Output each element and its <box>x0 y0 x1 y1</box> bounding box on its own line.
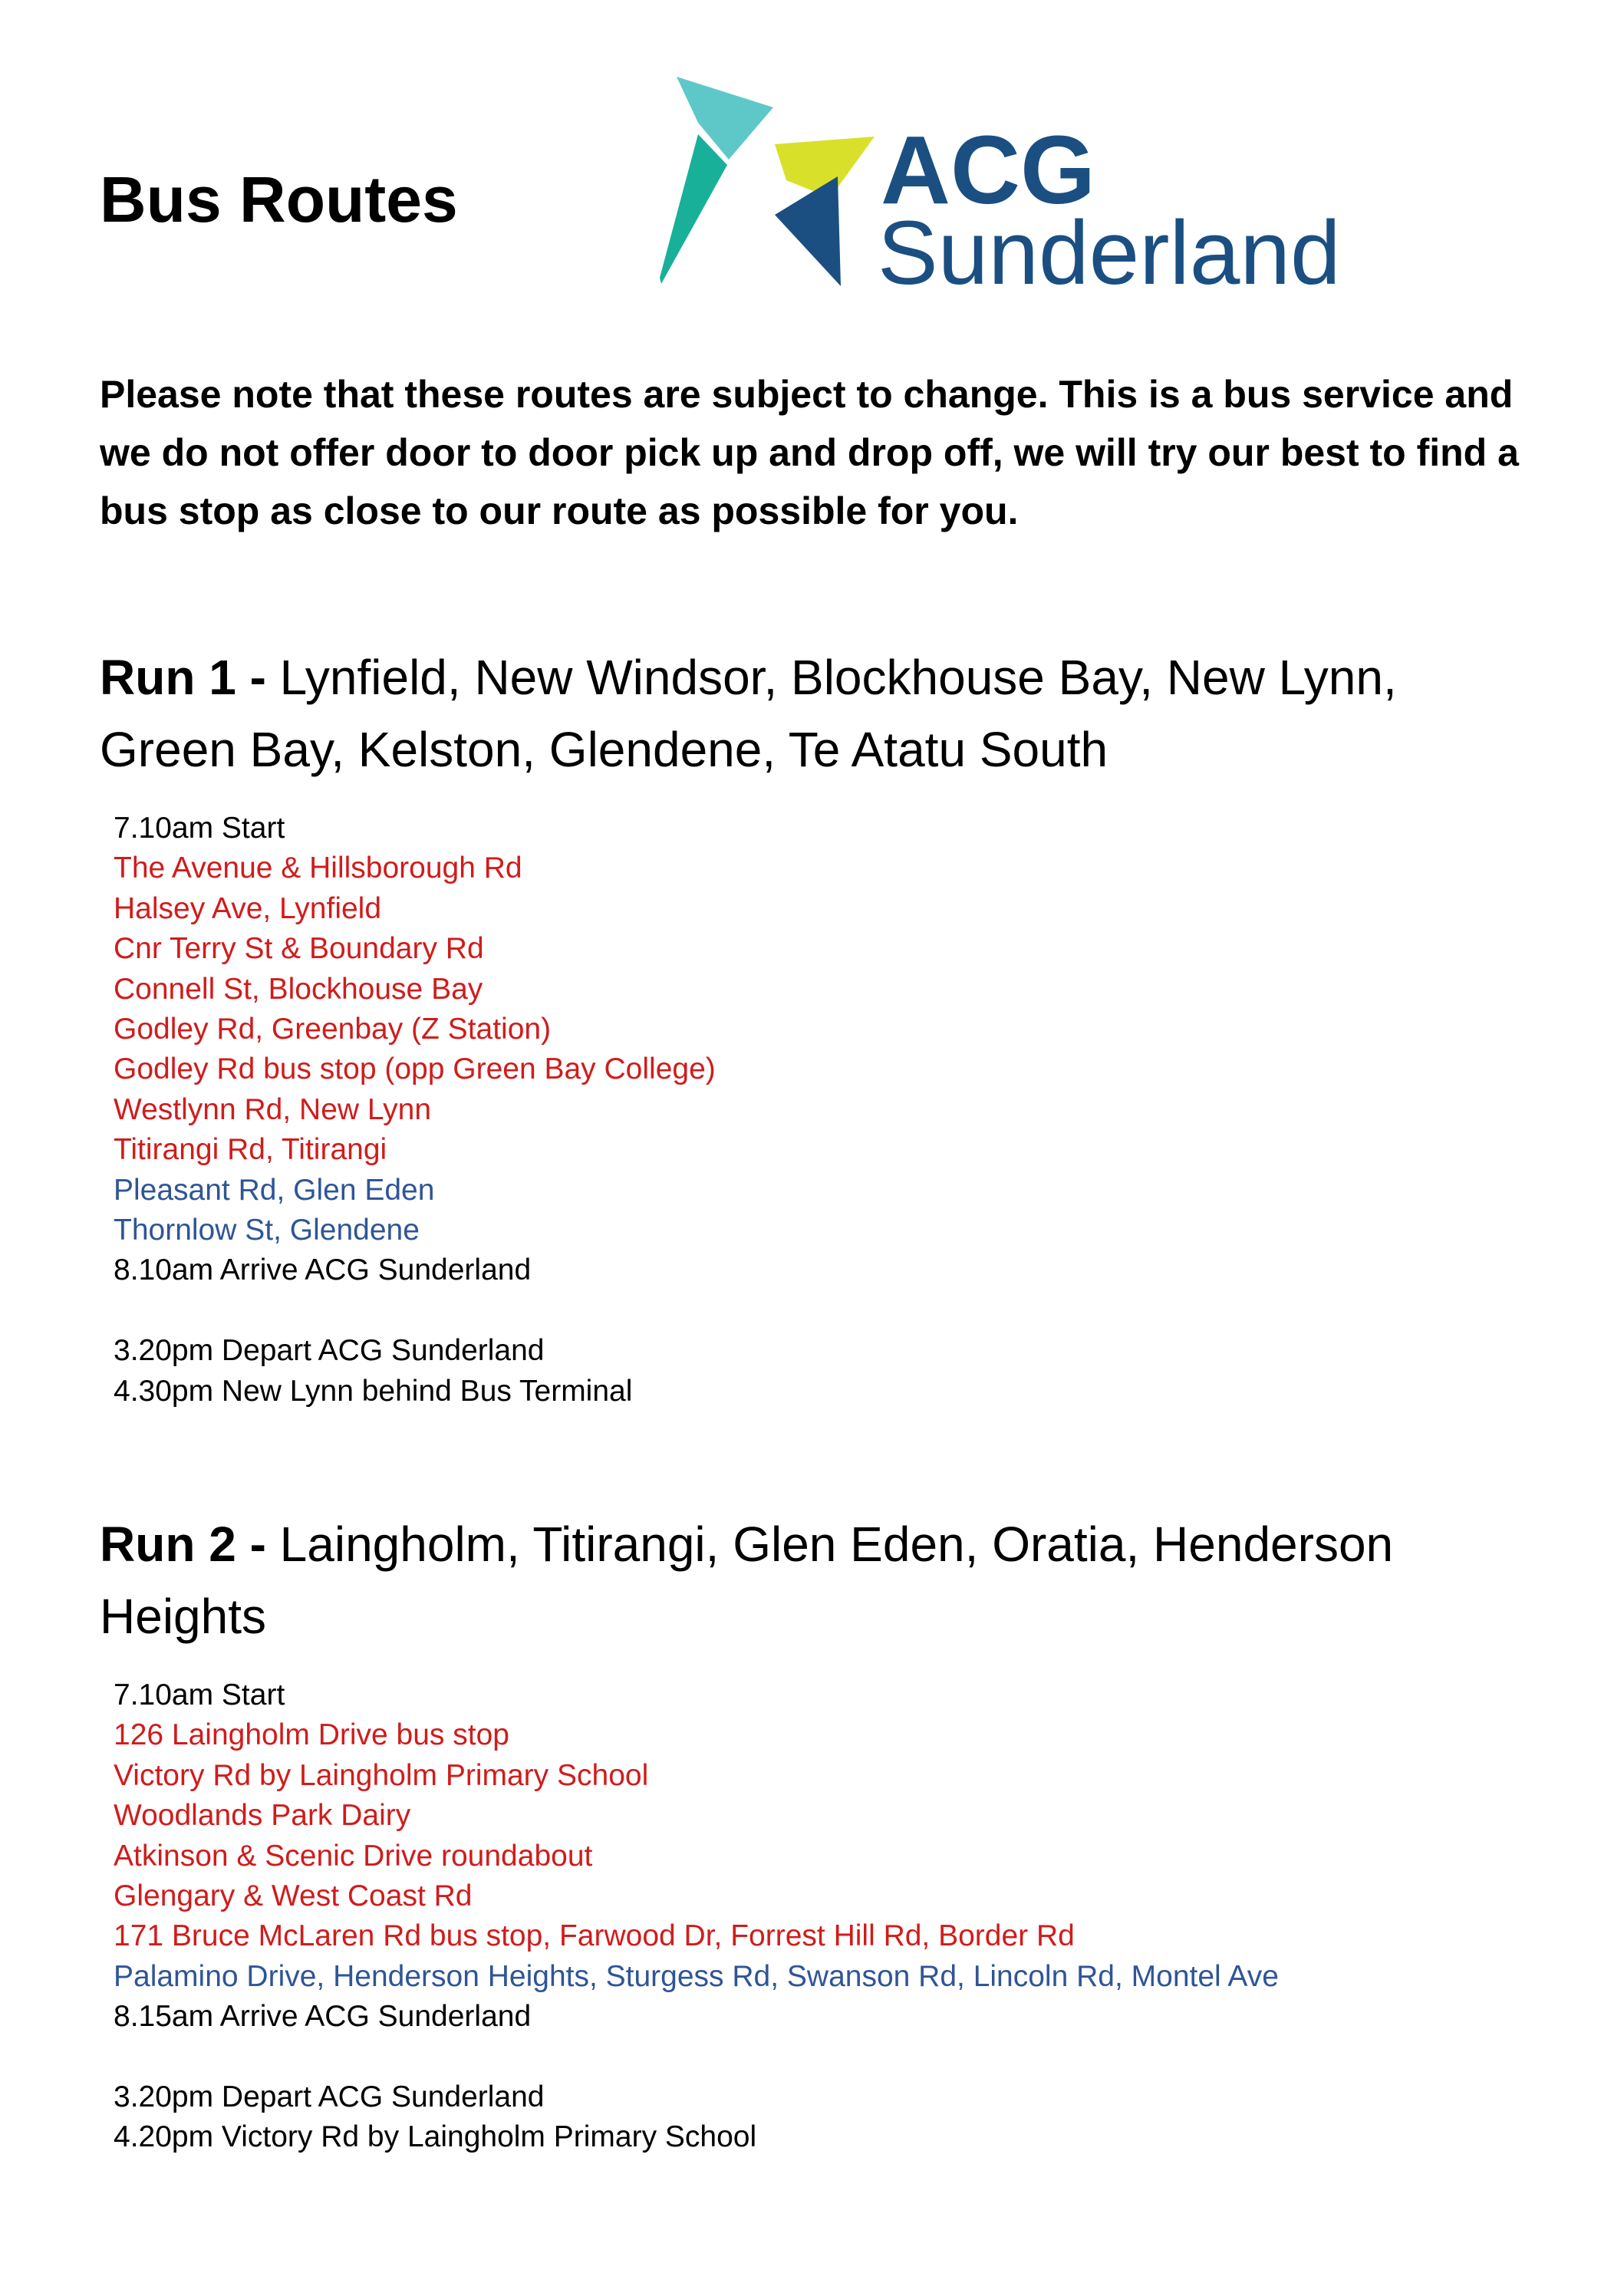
acg-sunderland-logo <box>660 77 1350 295</box>
stop-item: Atkinson & Scenic Drive roundabout <box>114 1839 593 1873</box>
stop-item: Titirangi Rd, Titirangi <box>114 1133 387 1167</box>
page-title: Bus Routes <box>100 163 458 236</box>
logo-shape-navy <box>775 176 841 286</box>
run-1-label: Run 1 - <box>100 650 280 705</box>
stop-item: 4.20pm Victory Rd by Laingholm Primary School <box>114 2120 757 2154</box>
stop-item: Godley Rd bus stop (opp Green Bay College) <box>114 1052 716 1086</box>
stop-item: 3.20pm Depart ACG Sunderland <box>114 2080 545 2114</box>
stop-item: 7.10am Start <box>114 1678 285 1711</box>
stop-item: Woodlands Park Dairy <box>114 1799 411 1833</box>
stop-item: Godley Rd, Greenbay (Z Station) <box>114 1013 552 1046</box>
stop-item: 126 Laingholm Drive bus stop <box>114 1718 509 1752</box>
stop-item: Pleasant Rd, Glen Eden <box>114 1173 435 1207</box>
run-2-heading <box>100 1508 1542 1652</box>
stop-item: Cnr Terry St & Boundary Rd <box>114 932 484 966</box>
run-2-stop-list <box>114 1675 1279 2158</box>
run-1-areas: Lynfield, New Windsor, Blockhouse Bay, New Lynn, Green Bay, Kelston, Glendene, Te Atatu South <box>100 650 1397 777</box>
list-spacer <box>114 2037 1279 2077</box>
logo-shape-green <box>660 134 727 284</box>
run-1-heading <box>100 641 1542 786</box>
stop-item: Glengary & West Coast Rd <box>114 1879 473 1913</box>
route-change-notice: Please note that these routes are subject to change. This is a bus service and we do not offer door to door pick up and drop off, we will try our best to find a bus stop as close to our route as possible for you. <box>100 373 1519 532</box>
stop-item: Thornlow St, Glendene <box>114 1214 420 1247</box>
logo-shape-teal <box>677 77 773 160</box>
logo-mark <box>660 77 1350 295</box>
stop-item: 171 Bruce McLaren Rd bus stop, Farwood Dr, Forrest Hill Rd, Border Rd <box>114 1919 1075 1953</box>
run-1-stop-list <box>114 809 716 1412</box>
stop-item: 4.30pm New Lynn behind Bus Terminal <box>114 1374 633 1408</box>
logo-text-sunderland: Sunderland <box>878 203 1341 295</box>
stop-item: 8.10am Arrive ACG Sunderland <box>114 1253 532 1287</box>
run-2-areas: Laingholm, Titirangi, Glen Eden, Oratia, Henderson Heights <box>100 1517 1394 1644</box>
stop-item: Victory Rd by Laingholm Primary School <box>114 1758 649 1792</box>
logo-text-acg: ACG <box>881 116 1095 224</box>
stop-item: Palamino Drive, Henderson Heights, Sturgess Rd, Swanson Rd, Lincoln Rd, Montel Ave <box>114 1959 1279 1993</box>
stop-item: 7.10am Start <box>114 812 285 845</box>
run-2-label: Run 2 - <box>100 1517 280 1572</box>
stop-item: Westlynn Rd, New Lynn <box>114 1092 432 1126</box>
stop-item: Halsey Ave, Lynfield <box>114 891 382 925</box>
stop-item: The Avenue & Hillsborough Rd <box>114 852 522 885</box>
stop-item: 3.20pm Depart ACG Sunderland <box>114 1334 545 1368</box>
stop-item: 8.15am Arrive ACG Sunderland <box>114 2000 532 2034</box>
stop-item: Connell St, Blockhouse Bay <box>114 972 483 1006</box>
list-spacer <box>114 1291 716 1331</box>
